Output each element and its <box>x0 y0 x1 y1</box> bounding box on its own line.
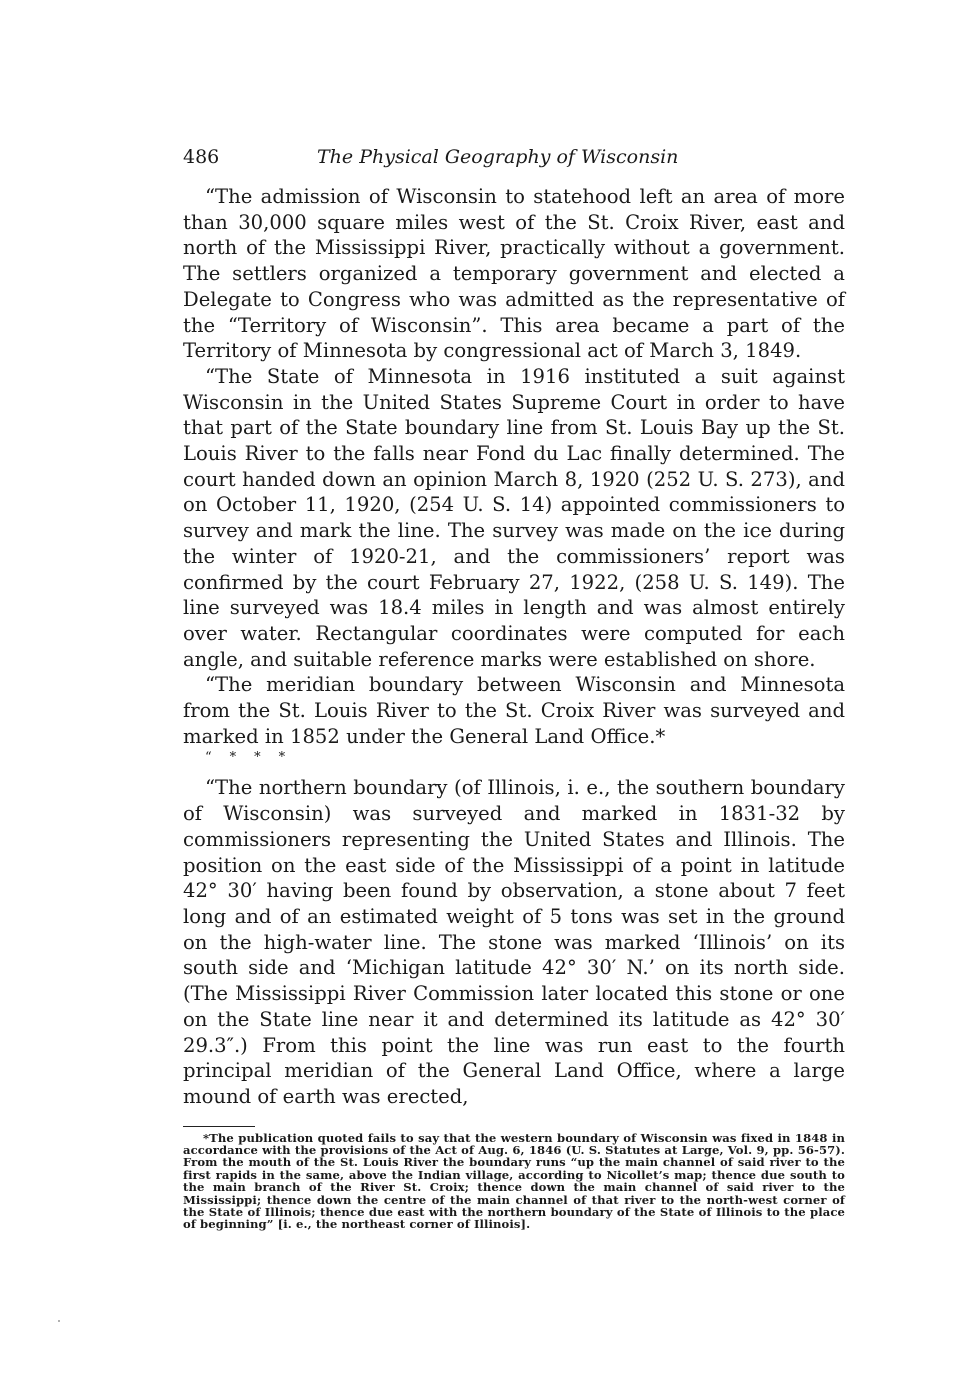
paragraph-meridian-boundary: “The meridian boundary between Wisconsin and Minnesota from the St. Louis River to the St. Croix River was surveyed and marked in 1852 under the General Land Office.* <box>183 673 845 748</box>
paragraph-statehood: “The admission of Wisconsin to statehood left an area of more than 30,000 square miles west of the St. Croix River, east and north of the Mississippi River, practically without a government. The settlers organized a temporary government and elected a Delegate to Congress who was admitted as the representative of the “Territory of Wisconsin”. This area became a part of the Territory of Minnesota by congressional act of March 3, 1849. <box>183 185 845 363</box>
running-title: The Physical Geography of Wisconsin <box>317 146 679 168</box>
ellipsis-star: * <box>278 750 286 766</box>
footnote: *The publication quoted fails to say that the western boundary of Wisconsin was fixed in 1848 in accordance with the provisions of the Act of Aug. 6, 1846 (U. S. Statutes at Large, Vol. 9, pp. 56-57). From the mouth of the St. Louis River the boundary runs “up the main channel of said river to the first rapids in the same, above the Indian village, according to Nicollet’s map; thence due south to the main branch of the River St. Croix; thence down the main channel of said river to the Mississippi; thence down the centre of the main channel of that river to the north-west corner of the State of Illinois; thence due east with the northern boundary of the State of Illinois to the place of beginning” [i. e., the northeast corner of Illinois]. <box>183 1130 845 1232</box>
ellipsis-star: * <box>254 750 261 766</box>
ellipsis-star: * <box>229 750 237 766</box>
running-head <box>183 140 845 174</box>
paragraph-minnesota-suit: “The State of Minnesota in 1916 instituted a suit against Wisconsin in the United States Supreme Court in order to have that part of the State boundary line from St. Louis Bay up the St. Louis River to the falls near Fond du Lac finally determined. The court handed down an opinion March 8, 1920 (252 U. S. 273), and on October 11, 1920, (254 U. S. 14) appointed commissioners to survey and mark the line. The survey was made on the ice during the winter of 1920-21, and the commissioners’ report was confirmed by the court February 27, 1922, (258 U. S. 149). The line surveyed was 18.4 miles in length and was almost entirely over water. Rectangular coordinates were computed for each angle, and suitable reference marks were established on shore. <box>183 364 845 671</box>
ellipsis-quote: “ <box>205 750 212 766</box>
page-speck <box>58 1320 60 1322</box>
page-number: 486 <box>183 146 220 168</box>
body-text <box>183 184 845 1110</box>
ellipsis-line <box>183 749 845 775</box>
paragraph-northern-boundary: “The northern boundary (of Illinois, i. e., the southern boundary of Wisconsin) was surveyed and marked in 1831-32 by commissioners representing the United States and Illinois. The position on the east side of the Mississippi of a point in latitude 42° 30′ having been found by observation, a stone about 7 feet long and of an estimated weight of 5 tons was set in the ground on the high-water line. The stone was marked ‘Illinois’ on its south side and ‘Michigan latitude 42° 30′ N.’ on its north side. (The Mississippi River Commission later located this stone or one on the State line near it and determined its latitude as 42° 30′ 29.3″.) From this point the line was run east to the fourth principal meridian of the General Land Office, where a large mound of earth was erected, <box>183 776 845 1108</box>
footnote-rule <box>183 1126 255 1127</box>
book-page <box>183 140 845 1231</box>
